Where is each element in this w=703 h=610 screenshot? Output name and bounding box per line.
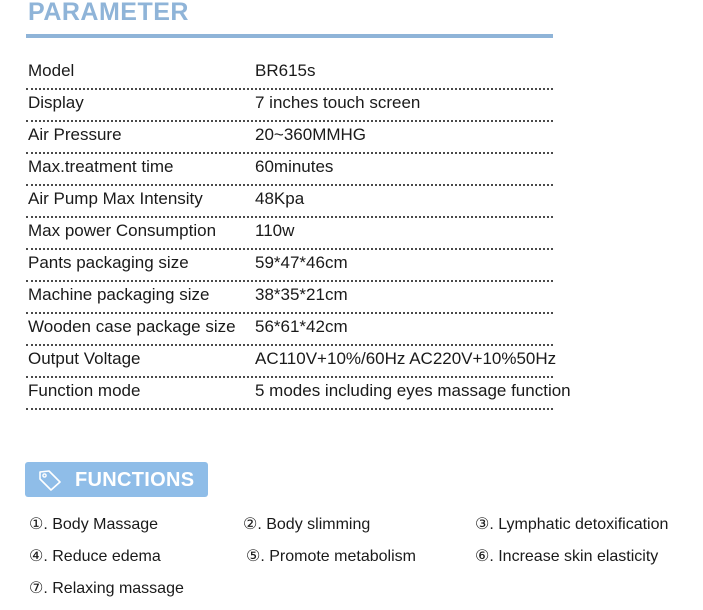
parameter-value: 20~360MMHG xyxy=(255,125,367,144)
parameter-name: Max.treatment time xyxy=(28,157,174,176)
parameter-row-display xyxy=(26,90,553,122)
parameter-value: 48Kpa xyxy=(255,189,305,208)
parameter-row-model xyxy=(26,58,553,90)
function-item: ①. Body Massage xyxy=(29,516,159,533)
parameter-row-air-pressure xyxy=(26,122,553,154)
parameter-name: Air Pump Max Intensity xyxy=(28,189,203,208)
functions-badge xyxy=(25,462,208,497)
function-item: ⑤. Promote metabolism xyxy=(246,548,416,565)
parameter-value: AC110V+10%/60Hz AC220V+10%50Hz xyxy=(255,349,557,368)
page-title: PARAMETER xyxy=(28,0,189,26)
parameter-row-machine-packaging xyxy=(26,282,553,314)
parameter-name: Display xyxy=(28,93,84,112)
parameter-value: 56*61*42cm xyxy=(255,317,348,336)
parameter-name: Max power Consumption xyxy=(28,221,217,240)
parameter-table xyxy=(26,58,571,410)
parameter-name: Model xyxy=(28,61,75,80)
functions-title: FUNCTIONS xyxy=(75,469,195,491)
parameter-value: 59*47*46cm xyxy=(255,253,348,272)
parameter-name: Wooden case package size xyxy=(28,317,236,336)
function-item: ⑥. Increase skin elasticity xyxy=(475,548,659,565)
parameter-row-power-consumption xyxy=(26,218,553,250)
tag-icon xyxy=(38,469,62,491)
parameter-value: 5 modes including eyes massage function xyxy=(255,381,571,400)
parameter-name: Output Voltage xyxy=(28,349,141,368)
parameter-row-function-mode xyxy=(26,378,571,410)
title-underline xyxy=(26,34,553,38)
parameter-value: 110w xyxy=(255,221,295,240)
function-item: ②. Body slimming xyxy=(243,516,371,533)
parameter-name: Air Pressure xyxy=(28,125,122,144)
parameter-value: 7 inches touch screen xyxy=(255,93,421,112)
parameter-value: 38*35*21cm xyxy=(255,285,348,304)
parameter-row-pump-intensity xyxy=(26,186,553,218)
parameter-name: Pants packaging size xyxy=(28,253,189,272)
parameter-value: BR615s xyxy=(255,61,316,80)
parameter-name: Machine packaging size xyxy=(28,285,210,304)
parameter-row-treatment-time xyxy=(26,154,553,186)
parameter-row-output-voltage xyxy=(26,346,557,378)
parameter-value: 60minutes xyxy=(255,157,334,176)
parameter-row-pants-packaging xyxy=(26,250,553,282)
function-item: ④. Reduce edema xyxy=(29,548,161,565)
function-item: ③. Lymphatic detoxification xyxy=(475,516,669,533)
function-item: ⑦. Relaxing massage xyxy=(29,580,184,597)
parameter-name: Function mode xyxy=(28,381,141,400)
parameter-row-wooden-case xyxy=(26,314,553,346)
